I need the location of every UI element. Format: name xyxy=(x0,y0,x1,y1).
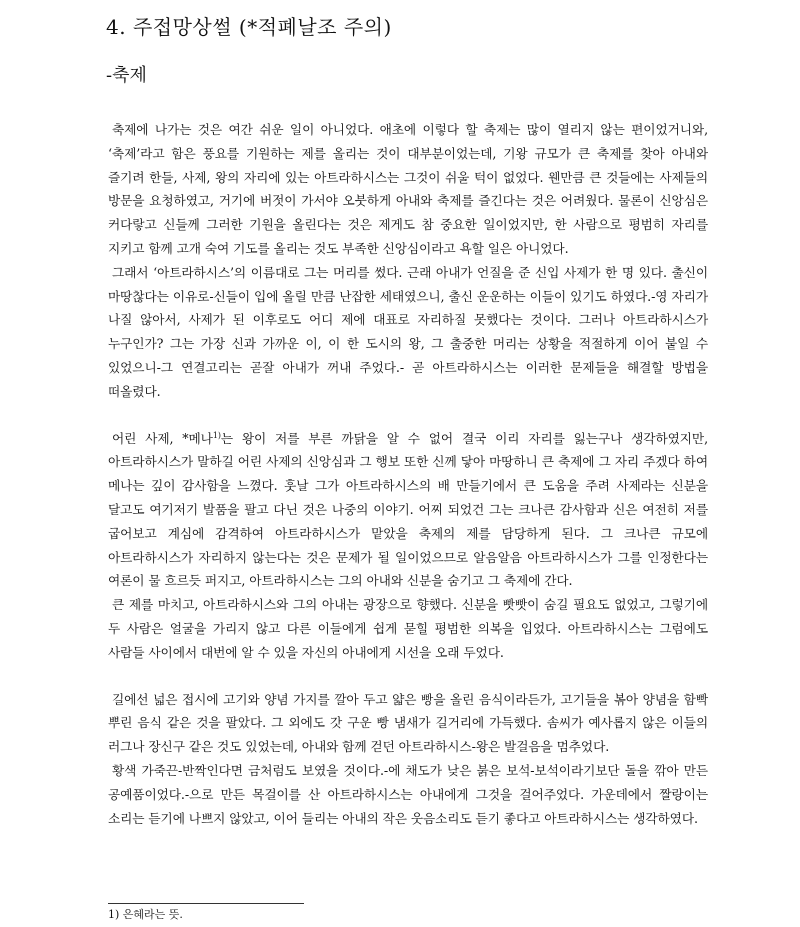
paragraph-4: 큰 제를 마치고, 아트라하시스와 그의 아내는 광장으로 향했다. 신분을 빳빳이 숨길 필요도 없었고, 그렇기에 두 사람은 얼굴을 가리지 않고 다른 이들에게 쉽게 묻힐 평범한 의복을 입었다. 아트라하시스는 그럼에도 사람들 사이에서 대번에 알 수 있을 자신의 아내에게 시선을 오래 두었다. xyxy=(108,597,708,660)
paragraph-1: 축제에 나가는 것은 여간 쉬운 일이 아니었다. 애초에 이렇다 할 축제는 많이 열리지 않는 편이었거니와, ‘축제’라고 함은 풍요를 기원하는 제를 올리는 것이 대부분이었는데, 기왕 규모가 큰 축제를 찾아 아내와 즐기려 한들, 사제, 왕의 자리에 있는 아트라하시스는 그것이 쉬울 턱이 없었다. 웬만큼 큰 것들에는 사제들의 방문을 요청하였고, 거기에 버젓이 가서야 오붓하게 아내와 축제를 즐긴다는 것은 어려웠다. 물론이 신앙심은 커다랗고 신들께 그러한 기원을 올린다는 것은 제게도 참 중요한 일이었지만, 한 사람으로 평범히 자리를 지키고 함께 고개 숙여 기도를 올리는 것도 부족한 신앙심이라고 욕할 일은 아니었다. xyxy=(108,122,708,256)
paragraph-6: 황색 가죽끈-반짝인다면 금처럼도 보였을 것이다.-에 채도가 낮은 붉은 보석-보석이라기보단 돌을 깎아 만든 공예품이었다.-으로 만든 목걸이를 산 아트라하시스는 아내에게 그것을 걸어주었다. 가운데에서 짤랑이는 소리는 듣기에 나쁘지 않았고, 이어 들리는 아내의 작은 웃음소리도 듣기 좋다고 아트라하시스는 생각하였다. xyxy=(108,762,708,826)
paragraph-3 xyxy=(108,427,708,594)
footnote-divider xyxy=(108,903,304,904)
footnote-reference[interactable]: 1) xyxy=(212,430,221,440)
paragraph-5: 길에선 넓은 접시에 고기와 양념 가지를 깔아 두고 얇은 빵을 올린 음식이라든가, 고기들을 볶아 양념을 함빡 뿌린 음식 같은 것을 팔았다. 그 외에도 갓 구운 빵 냄새가 길거리에 가득했다. 솜씨가 예사롭지 않은 이들의 러그나 장신구 같은 것도 있었는데, 아내와 함께 걷던 아트라하시스-왕은 발걸음을 멈추었다. xyxy=(108,691,708,755)
footnote-text: 은혜라는 뜻. xyxy=(122,908,183,921)
page-title: 4. 주접망상썰 (*적폐날조 주의) xyxy=(106,15,392,39)
paragraph-3-lead: 어린 사제, *메나 xyxy=(112,430,213,446)
section-subtitle: -축제 xyxy=(106,65,147,86)
paragraph-2: 그래서 ‘아트라하시스’의 이름대로 그는 머리를 썼다. 근래 아내가 언질을 준 신입 사제가 한 명 있다. 출신이 마땅찮다는 이유로-신들이 입에 올릴 만큼 난잡한 세태였으니, 출신 운운하는 이들이 있기도 하였다.-영 자리가 나질 않아서, 사제가 된 이후로도 어디 제에 대표로 자리하질 못했다는 것이다. 그러나 아트라하시스가 누구인가? 그는 가장 신과 가까운 이, 이 한 도시의 왕, 그 출중한 머리는 상황을 적절하게 이어 붙일 수 있었으니-그 연결고리는 곧잘 아내가 꺼내 주었다.- 곧 아트라하시스는 이러한 문제들을 해결할 방법을 떠올렸다. xyxy=(108,264,708,399)
footnote-marker: 1) xyxy=(108,908,120,921)
paragraph-3-rest: 는 왕이 저를 부른 까닭을 알 수 없어 결국 이리 자리를 잃는구나 생각하였지만, 아트라하시스가 말하길 어린 사제의 신앙심과 그 행보 또한 신께 닿아 마땅하니 큰 축제에 그 자리 주겠다 하여 메나는 깊이 감사함을 느꼈다. 훗날 그가 아트라하시스의 배 만들기에서 큰 도움을 주려 사제라는 신분을 달고도 여기저기 발품을 팔고 다닌 것은 나중의 이야기. 어찌 되었건 그는 크나큰 감사함과 신은 여전히 저를 굽어보고 계심에 감격하여 아트라하시스가 맡았을 축제의 제를 담당하게 된다. 그 크나큰 규모에 아트라하시스가 자리하지 않는다는 것은 문제가 될 일이었으므로 알음알음 아트라하시스가 그를 인정한다는 여론이 물 흐르듯 퍼지고, 아트라하시스는 그의 아내와 신분을 숨기고 그 축제에 간다. xyxy=(108,430,708,589)
footnote xyxy=(108,907,183,923)
body-text xyxy=(108,118,708,830)
